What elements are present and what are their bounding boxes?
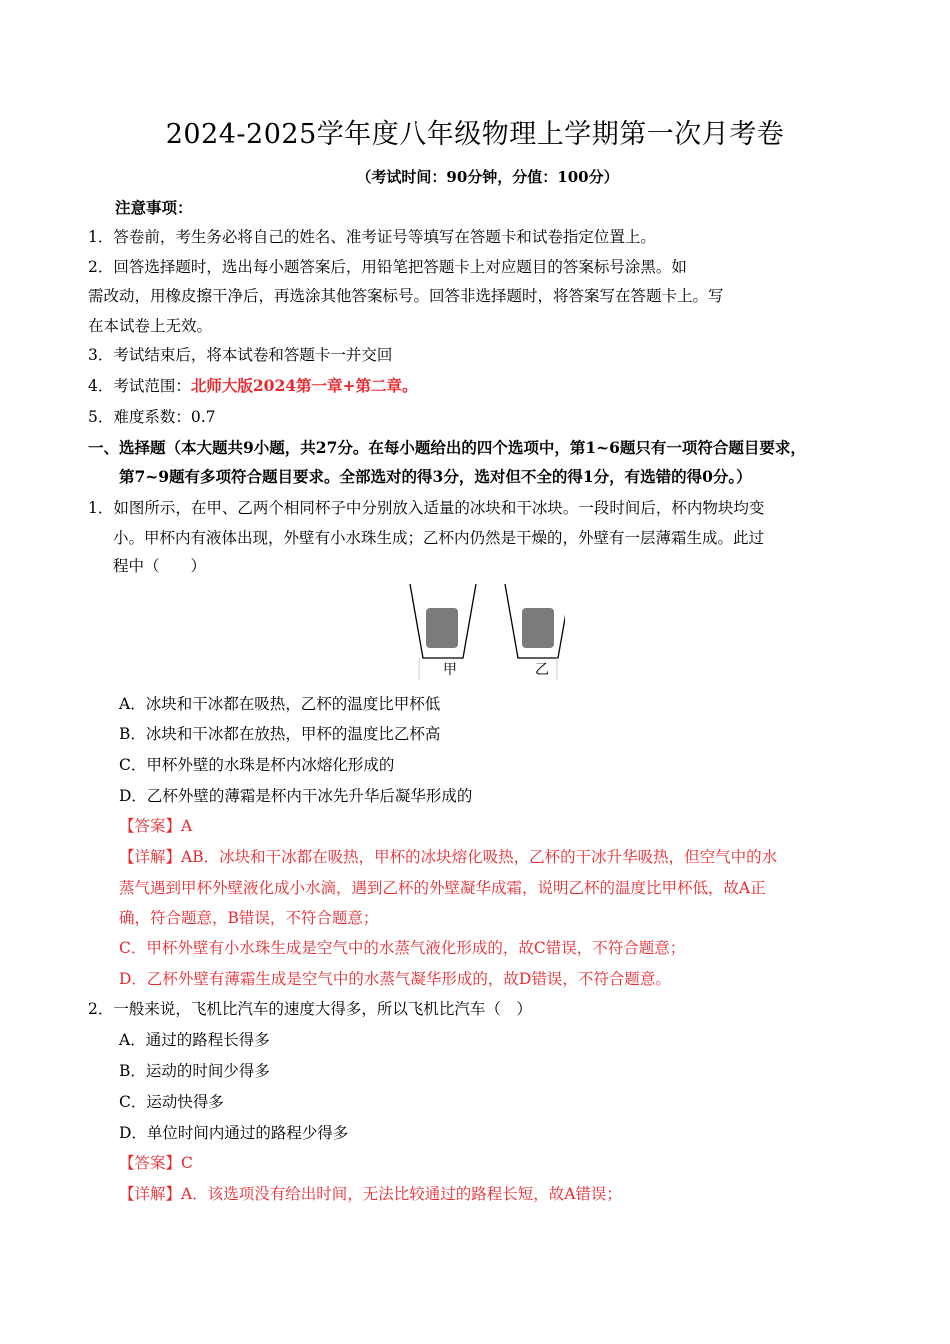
q1-explanation: C．甲杯外壁有小水珠生成是空气中的水蒸气液化形成的，故C错误，不符合题意； (119, 939, 686, 957)
q2-answer: 【答案】C (119, 1154, 193, 1172)
cup-label-jia: 甲 (443, 662, 457, 678)
q1-explanation: 确，符合题意，B错误，不符合题意； (119, 909, 379, 927)
notice-item: 5．难度系数：0.7 (88, 408, 216, 426)
q1-option-b: B．冰块和干冰都在放热，甲杯的温度比乙杯高 (119, 725, 441, 743)
q1-explanation: D．乙杯外壁有薄霜生成是空气中的水蒸气凝华形成的，故D错误，不符合题意。 (119, 970, 671, 988)
notice-item: 1．答卷前，考生务必将自己的姓名、准考证号等填写在答题卡和试卷指定位置上。 (88, 228, 656, 246)
q1-stem: 1．如图所示，在甲、乙两个相同杯子中分别放入适量的冰块和干冰块。一段时间后，杯内物块均变 (88, 499, 765, 517)
section-header-cont: 第7~9题有多项符合题目要求。全部选对的得3分，选对但不全的得1分，有选错的得0分。） (119, 467, 752, 486)
notice-item: 需改动，用橡皮擦干净后，再选涂其他答案标号。回答非选择题时，将答案写在答题卡上。写 (88, 287, 724, 305)
q1-explanation: 【详解】AB．冰块和干冰都在吸热，甲杯的冰块熔化吸热，乙杯的干冰升华吸热，但空气中的水 (119, 848, 778, 866)
notice-item: 在本试卷上无效。 (88, 317, 213, 335)
dry-ice-cube (522, 608, 554, 648)
q1-explanation: 蒸气遇到甲杯外壁液化成小水滴，遇到乙杯的外壁凝华成霜，说明乙杯的温度比甲杯低，故A正 (119, 879, 766, 897)
exam-info: （考试时间：90分钟，分值：100分） (356, 168, 619, 186)
cups-figure (405, 580, 565, 684)
cup-label-yi: 乙 (535, 662, 549, 678)
q2-explanation: 【详解】A．该选项没有给出时间，无法比较通过的路程长短，故A错误； (119, 1185, 622, 1203)
q1-stem: 小。甲杯内有液体出现，外壁有小水珠生成；乙杯内仍然是干燥的，外壁有一层薄霜生成。此过 (113, 529, 765, 547)
q1-option-c: C．甲杯外壁的水珠是杯内冰熔化形成的 (119, 756, 395, 774)
notice-item: 2．回答选择题时，选出每小题答案后，用铅笔把答题卡上对应题目的答案标号涂黑。如 (88, 258, 687, 276)
q2-option-a: A．通过的路程长得多 (119, 1031, 270, 1049)
q2-option-d: D．单位时间内通过的路程少得多 (119, 1124, 349, 1142)
ice-cube (426, 608, 458, 648)
q2-option-b: B．运动的时间少得多 (119, 1062, 270, 1080)
notice-scope-label: 4．考试范围： (88, 377, 191, 395)
notice-heading: 注意事项： (115, 198, 193, 217)
q1-answer: 【答案】A (119, 817, 193, 835)
page-title: 2024-2025学年度八年级物理上学期第一次月考卷 (165, 119, 785, 150)
section-header: 一、选择题（本大题共9小题，共27分。在每小题给出的四个选项中，第1~6题只有一项符合题目要求， (88, 438, 806, 457)
q1-stem: 程中（ ） (113, 557, 207, 575)
notice-scope-value: 北师大版2024第一章+第二章。 (190, 376, 418, 395)
notice-item: 3．考试结束后，将本试卷和答题卡一并交回 (88, 346, 393, 364)
q1-option-d: D．乙杯外壁的薄霜是杯内干冰先升华后凝华形成的 (119, 787, 473, 805)
q1-option-a: A．冰块和干冰都在吸热，乙杯的温度比甲杯低 (119, 695, 441, 713)
q2-option-c: C．运动快得多 (119, 1093, 224, 1111)
q2-stem: 2．一般来说，飞机比汽车的速度大得多，所以飞机比汽车（ ） (88, 1000, 532, 1018)
notice-item-scope (88, 376, 418, 396)
